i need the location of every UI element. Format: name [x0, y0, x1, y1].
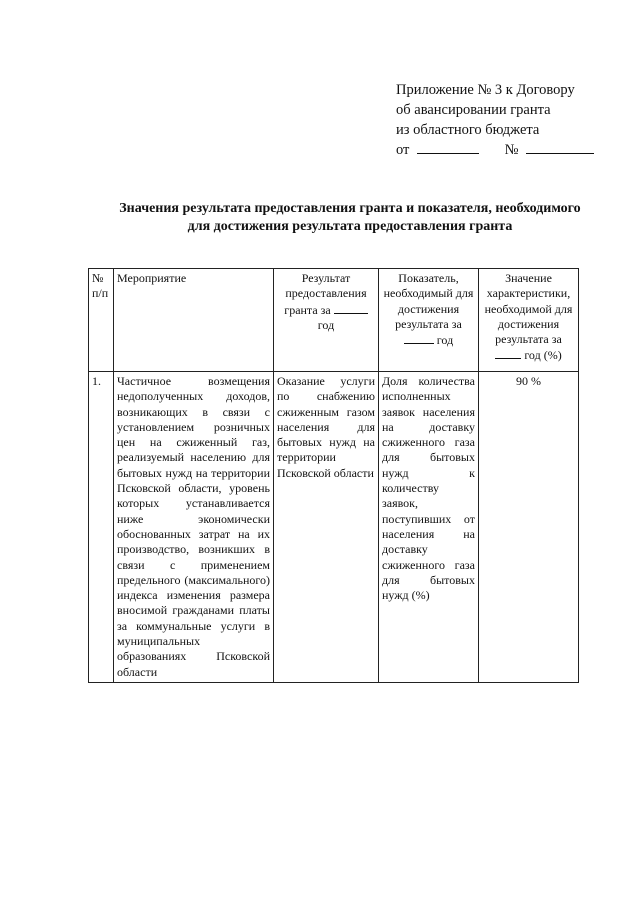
header-num: № п/п	[89, 269, 114, 372]
header-value-text: Значение характеристики, необходимой для достижения результата за	[484, 271, 573, 347]
appendix-date-number-line	[396, 140, 596, 160]
row-result: Оказание услуги по снабжению сжиженным газом населения для бытовых нужд на территории Псковской области	[274, 372, 379, 683]
results-table	[88, 268, 579, 683]
appendix-line-1: Приложение № 3 к Договору	[396, 82, 575, 98]
appendix-line-2: об авансировании гранта	[396, 102, 551, 118]
header-indicator-year: год	[436, 333, 454, 348]
number-blank	[526, 141, 594, 154]
header-value-year: год (%)	[524, 348, 562, 363]
appendix-header	[396, 80, 596, 160]
row-value: 90 %	[479, 372, 579, 683]
header-indicator-text: Показатель, необходимый для достижения результата за	[383, 271, 474, 331]
header-result-text: Результат предоставления гранта за	[284, 271, 367, 317]
indicator-year-blank	[404, 332, 434, 344]
row-indicator: Доля количества исполненных заявок населения на доставку сжиженного газа для бытовых нужд к количеству заявок, поступивших от населения на доставку сжиженного газа для бытовых нужд (%)	[379, 372, 479, 683]
row-num: 1.	[89, 372, 114, 683]
document-title	[80, 200, 620, 236]
row-event: Частичное возмещения недополученных доходов, возникающих в связи с установлением розничных цен на сжиженный газ, реализуемый населению для бытовых нужд на территории Псковской области, уровень которых устанавливается ниже экономически обоснованных затрат на их производство, возникших в связи с применением предельного (максимального) индекса изменения размера вносимой гражданами платы за коммунальные услуги в муниципальных образованиях Псковской области	[114, 372, 274, 683]
appendix-line-3: из областного бюджета	[396, 122, 540, 138]
header-indicator	[379, 269, 479, 372]
date-label: от	[396, 142, 410, 158]
title-line-2: для достижения результата предоставления гранта	[187, 219, 513, 234]
title-line-1: Значения результата предоставления гранта и показателя, необходимого	[119, 201, 581, 216]
header-result	[274, 269, 379, 372]
date-blank	[417, 141, 479, 154]
result-year-blank	[334, 302, 368, 314]
header-result-year: год	[317, 317, 335, 332]
header-value	[479, 269, 579, 372]
table-row	[89, 372, 579, 683]
number-label: №	[504, 142, 519, 158]
value-year-blank	[495, 347, 521, 359]
header-event: Мероприятие	[114, 269, 274, 372]
table-header-row	[89, 269, 579, 372]
